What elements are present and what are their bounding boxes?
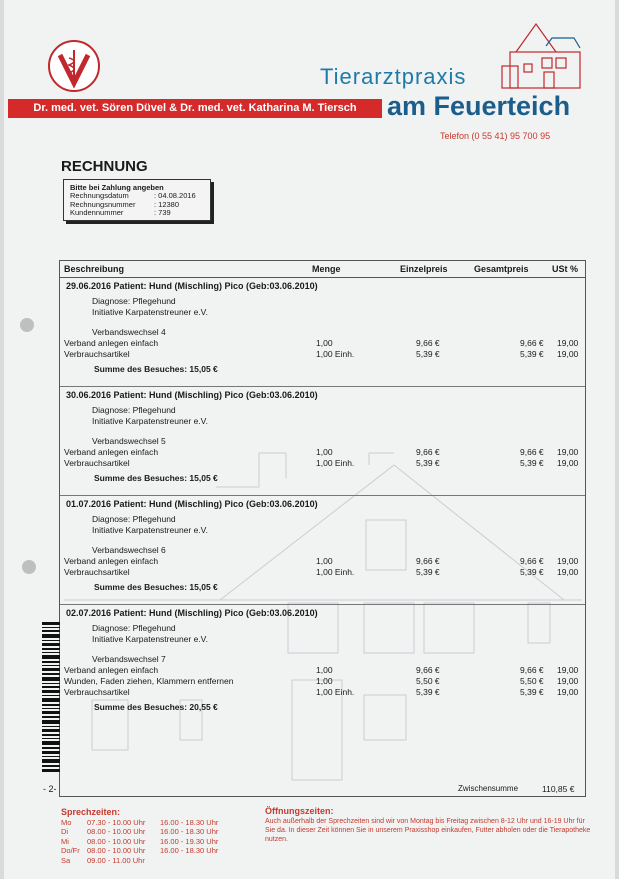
visit-subtitle: Verbandswechsel 7	[92, 654, 166, 664]
col-vat: USt %	[552, 264, 579, 274]
practice-logo	[48, 40, 100, 92]
organisation: Initiative Karpatenstreuner e.V.	[92, 416, 208, 426]
hours-title: Sprechzeiten:	[61, 807, 121, 817]
phone-number: Telefon (0 55 41) 95 700 95	[440, 131, 551, 141]
hours-row: Mo 07.30 - 10.00 Uhr 16.00 - 18.30 Uhr	[61, 818, 219, 827]
visit-block	[60, 605, 585, 725]
subtotal-value: 110,85 €	[542, 784, 575, 794]
visit-header: 01.07.2016 Patient: Hund (Mischling) Pico (Geb:03.06.2010)	[66, 499, 318, 509]
col-quantity: Menge	[312, 264, 341, 274]
line-item: Verband anlegen einfach 1,00 9,66 € 9,66 € 19,00	[64, 556, 579, 566]
punch-hole	[20, 318, 34, 332]
table-header	[60, 261, 585, 278]
invoice-table	[59, 260, 586, 797]
organisation: Initiative Karpatenstreuner e.V.	[92, 307, 208, 317]
page-number: - 2-	[43, 784, 57, 794]
hours-row: Do/Fr 08.00 - 10.00 Uhr 16.00 - 18.30 Uhr	[61, 846, 219, 856]
invoice-page	[4, 0, 615, 879]
vets-banner: Dr. med. vet. Sören Düvel & Dr. med. vet. Katharina M. Tiersch	[8, 99, 382, 118]
hours-row: Di 08.00 - 10.00 Uhr 16.00 - 18.30 Uhr	[61, 827, 219, 837]
line-item: Wunden, Faden ziehen, Klammern entfernen 1,00 5,50 € 5,50 € 19,00	[64, 676, 579, 686]
opening-text: Auch außerhalb der Sprechzeiten sind wir von Montag bis Freitag zwischen 8-12 Uhr und 16-19 Uhr für Sie da. In dieser Zeit können Sie in unserem Praxisshop einkaufen, Futter abholen oder die Tierapotheke nutzen.	[265, 818, 591, 843]
visit-subtitle: Verbandswechsel 5	[92, 436, 166, 446]
visit-header: 02.07.2016 Patient: Hund (Mischling) Pico (Geb:03.06.2010)	[66, 608, 318, 618]
visit-header: 30.06.2016 Patient: Hund (Mischling) Pico (Geb:03.06.2010)	[66, 390, 318, 400]
diagnosis: Diagnose: Pflegehund	[92, 296, 176, 306]
visit-sum: Summe des Besuches: 20,55 €	[94, 702, 218, 712]
payment-info-heading: Bitte bei Zahlung angeben	[70, 183, 164, 192]
col-unit-price: Einzelpreis	[400, 264, 448, 274]
visit-block	[60, 496, 585, 605]
office-hours	[61, 818, 218, 865]
hours-row: Mi 08.00 - 10.00 Uhr 16.00 - 19.30 Uhr	[61, 836, 219, 846]
visit-sum: Summe des Besuches: 15,05 €	[94, 582, 218, 592]
line-item: Verbrauchsartikel 1,00 Einh. 5,39 € 5,39 € 19,00	[64, 687, 579, 697]
vet-caduceus-icon	[50, 42, 98, 90]
col-description: Beschreibung	[64, 264, 125, 274]
col-total-price: Gesamtpreis	[474, 264, 529, 274]
payment-info-box	[63, 179, 211, 221]
barcode-icon	[42, 622, 60, 772]
visit-header: 29.06.2016 Patient: Hund (Mischling) Pico (Geb:03.06.2010)	[66, 281, 318, 291]
practice-name-line1: Tierarztpraxis	[320, 64, 467, 89]
visit-subtitle: Verbandswechsel 6	[92, 545, 166, 555]
line-item: Verband anlegen einfach 1,00 9,66 € 9,66 € 19,00	[64, 447, 579, 457]
line-item: Verbrauchsartikel 1,00 Einh. 5,39 € 5,39 € 19,00	[64, 567, 579, 577]
diagnosis: Diagnose: Pflegehund	[92, 405, 176, 415]
visit-subtitle: Verbandswechsel 4	[92, 327, 166, 337]
house-logo-icon	[496, 16, 586, 96]
info-row: Rechnungsnummer : 12380	[70, 199, 180, 209]
hours-row: Sa 09.00 - 11.00 Uhr	[61, 855, 145, 865]
document-title: RECHNUNG	[61, 158, 148, 175]
visit-sum: Summe des Besuches: 15,05 €	[94, 473, 218, 483]
visit-sum: Summe des Besuches: 15,05 €	[94, 364, 218, 374]
line-item: Verbrauchsartikel 1,00 Einh. 5,39 € 5,39 € 19,00	[64, 458, 579, 468]
punch-hole	[22, 560, 36, 574]
opening-title: Öffnungszeiten:	[265, 806, 334, 816]
practice-name-line2: am Feuerteich	[387, 91, 571, 121]
line-item: Verband anlegen einfach 1,00 9,66 € 9,66 € 19,00	[64, 665, 579, 675]
diagnosis: Diagnose: Pflegehund	[92, 623, 176, 633]
diagnosis: Diagnose: Pflegehund	[92, 514, 176, 524]
info-row: Rechnungsdatum : 04.08.2016	[70, 191, 196, 200]
info-row: Kundennummer : 739	[70, 208, 171, 217]
organisation: Initiative Karpatenstreuner e.V.	[92, 634, 208, 644]
line-item: Verband anlegen einfach 1,00 9,66 € 9,66 € 19,00	[64, 338, 579, 348]
visit-block	[60, 278, 585, 387]
line-item: Verbrauchsartikel 1,00 Einh. 5,39 € 5,39 € 19,00	[64, 349, 579, 359]
visit-block	[60, 387, 585, 496]
subtotal-label: Zwischensumme	[458, 784, 519, 793]
organisation: Initiative Karpatenstreuner e.V.	[92, 525, 208, 535]
